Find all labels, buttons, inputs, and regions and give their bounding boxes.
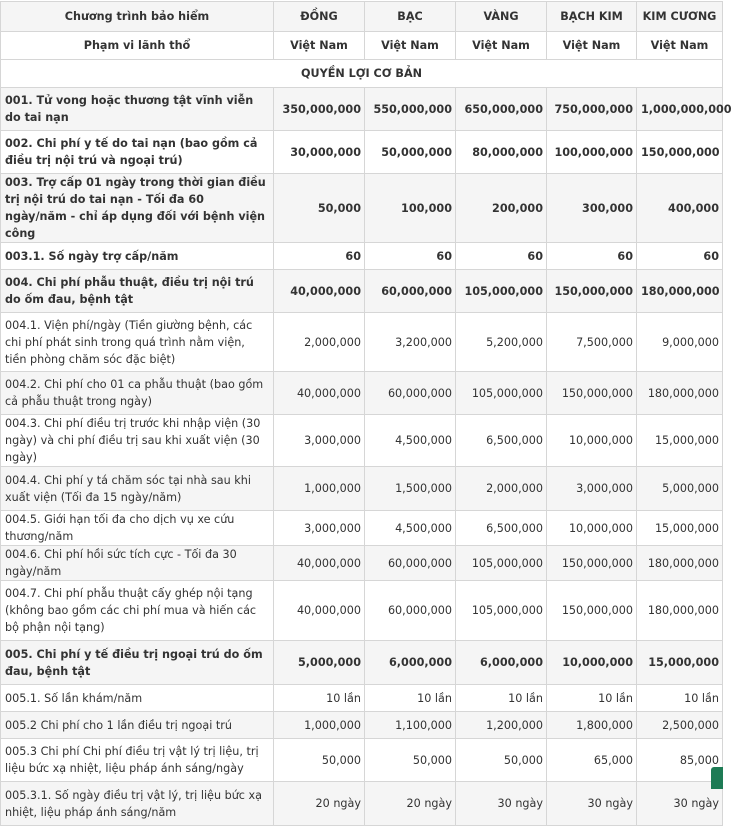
plan-header-row <box>1 2 723 32</box>
plan-bac: BẠC <box>365 2 456 32</box>
table-row <box>1 712 723 739</box>
benefit-value: 30,000,000 <box>274 131 365 174</box>
table-row <box>1 581 723 641</box>
benefit-value: 150,000,000 <box>547 546 637 581</box>
benefit-value: 1,800,000 <box>547 712 637 739</box>
benefit-value: 105,000,000 <box>456 270 547 313</box>
table-row <box>1 739 723 782</box>
benefit-value: 4,500,000 <box>365 511 456 546</box>
benefit-value: 15,000,000 <box>637 641 723 685</box>
program-label: Chương trình bảo hiểm <box>1 2 274 32</box>
benefit-value: 60 <box>547 243 637 270</box>
benefit-value: 1,200,000 <box>456 712 547 739</box>
benefit-value: 10 lần <box>637 685 723 712</box>
benefit-value: 5,000,000 <box>637 467 723 511</box>
benefit-value: 10,000,000 <box>547 415 637 467</box>
benefit-value: 60 <box>637 243 723 270</box>
benefit-value: 105,000,000 <box>456 581 547 641</box>
benefit-label: 003.1. Số ngày trợ cấp/năm <box>1 243 274 270</box>
territory-value: Việt Nam <box>365 32 456 60</box>
benefit-value: 100,000,000 <box>547 131 637 174</box>
benefit-value: 10 lần <box>547 685 637 712</box>
benefit-value: 50,000,000 <box>365 131 456 174</box>
benefit-value: 3,200,000 <box>365 313 456 372</box>
benefit-value: 150,000,000 <box>547 270 637 313</box>
benefit-value: 10,000,000 <box>547 511 637 546</box>
benefit-label: 003. Trợ cấp 01 ngày trong thời gian điều trị nội trú do tai nạn - Tối đa 60 ngày/năm - chỉ áp dụng đối với bệnh viện công <box>1 174 274 243</box>
table-row <box>1 88 723 131</box>
benefit-label: 004.2. Chi phí cho 01 ca phẫu thuật (bao gồm cả phẫu thuật trong ngày) <box>1 372 274 415</box>
benefit-value: 180,000,000 <box>637 546 723 581</box>
benefit-value: 60 <box>456 243 547 270</box>
table-row <box>1 415 723 467</box>
benefit-value: 6,000,000 <box>365 641 456 685</box>
benefit-value: 105,000,000 <box>456 372 547 415</box>
benefit-value: 3,000,000 <box>274 511 365 546</box>
benefit-value: 180,000,000 <box>637 372 723 415</box>
benefit-value: 60,000,000 <box>365 270 456 313</box>
benefit-value: 1,000,000 <box>274 712 365 739</box>
territory-row <box>1 32 723 60</box>
benefit-value: 20 ngày <box>365 782 456 826</box>
benefit-value: 2,500,000 <box>637 712 723 739</box>
benefit-value: 5,200,000 <box>456 313 547 372</box>
benefit-value: 20 ngày <box>274 782 365 826</box>
benefit-label: 004.3. Chi phí điều trị trước khi nhập viện (30 ngày) và chi phí điều trị sau khi xuất viện (30 ngày) <box>1 415 274 467</box>
benefit-value: 50,000 <box>274 739 365 782</box>
benefit-value: 10 lần <box>274 685 365 712</box>
benefit-value: 550,000,000 <box>365 88 456 131</box>
benefit-value: 60,000,000 <box>365 372 456 415</box>
benefits-table <box>0 1 732 826</box>
benefit-value: 150,000,000 <box>637 131 723 174</box>
table-row <box>1 782 723 826</box>
territory-label: Phạm vi lãnh thổ <box>1 32 274 60</box>
table-row <box>1 243 723 270</box>
benefit-value: 180,000,000 <box>637 270 723 313</box>
territory-value: Việt Nam <box>274 32 365 60</box>
benefit-value: 40,000,000 <box>274 270 365 313</box>
benefit-value: 180,000,000 <box>637 581 723 641</box>
benefit-value: 40,000,000 <box>274 546 365 581</box>
section-title: QUYỀN LỢI CƠ BẢN <box>1 60 723 88</box>
benefit-value: 85,000 <box>637 739 723 782</box>
benefit-value: 750,000,000 <box>547 88 637 131</box>
benefit-label: 004.4. Chi phí y tá chăm sóc tại nhà sau khi xuất viện (Tối đa 15 ngày/năm) <box>1 467 274 511</box>
section-row <box>1 60 723 88</box>
scroll-to-top-button[interactable] <box>711 767 723 789</box>
benefit-value: 50,000 <box>456 739 547 782</box>
benefit-label: 005. Chi phí y tế điều trị ngoại trú do ốm đau, bệnh tật <box>1 641 274 685</box>
benefit-value: 6,500,000 <box>456 415 547 467</box>
benefit-value: 650,000,000 <box>456 88 547 131</box>
territory-value: Việt Nam <box>637 32 723 60</box>
benefit-label: 005.1. Số lần khám/năm <box>1 685 274 712</box>
benefit-value: 105,000,000 <box>456 546 547 581</box>
benefit-value: 200,000 <box>456 174 547 243</box>
benefit-value: 100,000 <box>365 174 456 243</box>
benefit-value: 30 ngày <box>456 782 547 826</box>
benefit-value: 60 <box>274 243 365 270</box>
benefit-label: 004.6. Chi phí hồi sức tích cực - Tối đa 30 ngày/năm <box>1 546 274 581</box>
benefit-value: 150,000,000 <box>547 372 637 415</box>
benefit-label: 005.2 Chi phí cho 1 lần điều trị ngoại trú <box>1 712 274 739</box>
benefit-value: 10,000,000 <box>547 641 637 685</box>
table-row <box>1 546 723 581</box>
table-row <box>1 685 723 712</box>
benefit-label: 004.5. Giới hạn tối đa cho dịch vụ xe cứu thương/năm <box>1 511 274 546</box>
benefit-label: 002. Chi phí y tế do tai nạn (bao gồm cả điều trị nội trú và ngoại trú) <box>1 131 274 174</box>
benefit-value: 2,000,000 <box>456 467 547 511</box>
benefit-value: 1,100,000 <box>365 712 456 739</box>
benefit-value: 30 ngày <box>547 782 637 826</box>
territory-value: Việt Nam <box>547 32 637 60</box>
benefit-value: 2,000,000 <box>274 313 365 372</box>
benefit-value: 400,000 <box>637 174 723 243</box>
benefit-value: 150,000,000 <box>547 581 637 641</box>
benefit-value: 6,500,000 <box>456 511 547 546</box>
benefit-value: 7,500,000 <box>547 313 637 372</box>
benefit-value: 5,000,000 <box>274 641 365 685</box>
benefit-label: 004.7. Chi phí phẫu thuật cấy ghép nội tạng (không bao gồm các chi phí mua và hiến các bộ phận nội tạng) <box>1 581 274 641</box>
benefit-value: 40,000,000 <box>274 372 365 415</box>
benefit-value: 50,000 <box>365 739 456 782</box>
benefit-label: 005.3.1. Số ngày điều trị vật lý, trị liệu bức xạ nhiệt, liệu pháp ánh sáng/năm <box>1 782 274 826</box>
plan-kim-cuong: KIM CƯƠNG <box>637 2 723 32</box>
benefit-label: 005.3 Chi phí Chi phí điều trị vật lý trị liệu, trị liệu bức xạ nhiệt, liệu pháp ánh sáng/ngày <box>1 739 274 782</box>
benefit-value: 4,500,000 <box>365 415 456 467</box>
table-row <box>1 131 723 174</box>
benefit-value: 60,000,000 <box>365 546 456 581</box>
benefit-value: 40,000,000 <box>274 581 365 641</box>
table-row <box>1 313 723 372</box>
benefit-value: 1,500,000 <box>365 467 456 511</box>
plan-dong: ĐỒNG <box>274 2 365 32</box>
territory-value: Việt Nam <box>456 32 547 60</box>
benefit-value: 10 lần <box>365 685 456 712</box>
benefit-value: 6,000,000 <box>456 641 547 685</box>
plan-vang: VÀNG <box>456 2 547 32</box>
benefit-value: 1,000,000,000 <box>637 88 723 131</box>
plan-bach-kim: BẠCH KIM <box>547 2 637 32</box>
benefit-value: 60 <box>365 243 456 270</box>
table-row <box>1 467 723 511</box>
benefit-value: 60,000,000 <box>365 581 456 641</box>
benefit-label: 004.1. Viện phí/ngày (Tiền giường bệnh, các chi phí phát sinh trong quá trình nằm viện, tiền phòng chăm sóc đặc biệt) <box>1 313 274 372</box>
table-row <box>1 511 723 546</box>
benefit-value: 50,000 <box>274 174 365 243</box>
benefit-value: 30 ngày <box>637 782 723 826</box>
benefit-value: 65,000 <box>547 739 637 782</box>
benefit-label: 001. Tử vong hoặc thương tật vĩnh viễn do tai nạn <box>1 88 274 131</box>
benefit-value: 3,000,000 <box>274 415 365 467</box>
table-row <box>1 174 723 243</box>
table-row <box>1 270 723 313</box>
benefit-value: 350,000,000 <box>274 88 365 131</box>
benefit-label: 004. Chi phí phẫu thuật, điều trị nội trú do ốm đau, bệnh tật <box>1 270 274 313</box>
benefit-value: 15,000,000 <box>637 415 723 467</box>
table-row <box>1 372 723 415</box>
benefit-value: 300,000 <box>547 174 637 243</box>
benefit-value: 3,000,000 <box>547 467 637 511</box>
benefit-value: 10 lần <box>456 685 547 712</box>
benefit-value: 80,000,000 <box>456 131 547 174</box>
benefit-value: 9,000,000 <box>637 313 723 372</box>
table-row <box>1 641 723 685</box>
benefit-value: 15,000,000 <box>637 511 723 546</box>
benefit-value: 1,000,000 <box>274 467 365 511</box>
